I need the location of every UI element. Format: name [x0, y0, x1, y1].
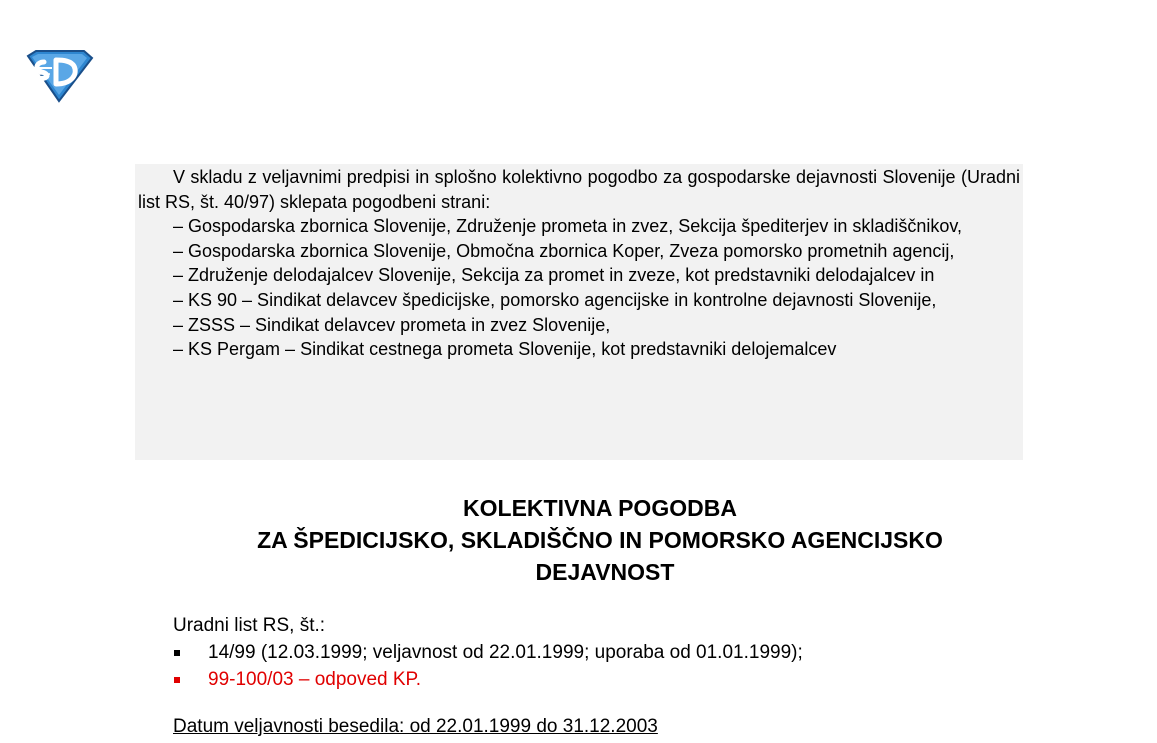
gazette-references: [173, 612, 1073, 693]
preamble-party-item: – KS 90 – Sindikat delavcev špedicijske, pomorsko agencijske in kontrolne dejavnosti Slovenije,: [173, 289, 937, 310]
gazette-list: [173, 639, 1073, 693]
preamble-block: [135, 164, 1023, 460]
preamble-party-item: – ZSSS – Sindikat delavcev prometa in zvez Slovenije,: [173, 314, 611, 335]
preamble-party-item: – KS Pergam – Sindikat cestnega prometa Slovenije, kot predstavniki delojemalcev: [173, 339, 837, 360]
gazette-list-item: [173, 639, 1073, 666]
sd-shield-logo-icon: [22, 48, 96, 104]
validity-date: Datum veljavnosti besedila: od 22.01.1999 do 31.12.2003: [173, 716, 658, 737]
gazette-item-text: 14/99 (12.03.1999; veljavnost od 22.01.1999; uporaba od 01.01.1999);: [208, 642, 803, 663]
title-line: KOLEKTIVNA POGODBA: [463, 495, 737, 521]
square-bullet-icon: [174, 650, 180, 656]
preamble-paragraph: V skladu z veljavnimi predpisi in splošno kolektivno pogodbo za gospodarske dejavnosti Slovenije (Uradni list RS, št. 40/97) sklepata pogodbeni strani:: [138, 167, 1020, 212]
square-bullet-icon: [174, 677, 180, 683]
preamble-party-item: – Gospodarska zbornica Slovenije, Območna zbornica Koper, Zveza pomorsko prometnih agencij,: [173, 240, 955, 261]
title-line: ZA ŠPEDICIJSKO, SKLADIŠČNO IN POMORSKO AGENCIJSKO: [257, 527, 943, 553]
document-title: [150, 492, 1050, 588]
gazette-list-item: [173, 666, 1073, 693]
preamble-party-item: – Gospodarska zbornica Slovenije, Združenje prometa in zvez, Sekcija špediterjev in skladiščnikov,: [173, 216, 963, 237]
gazette-heading: Uradni list RS, št.:: [173, 615, 326, 636]
title-line: DEJAVNOST: [535, 559, 675, 585]
gazette-item-text: 99-100/03 – odpoved KP.: [208, 669, 422, 690]
preamble-party-item: – Združenje delodajalcev Slovenije, Sekcija za promet in zveze, kot predstavniki delodajalcev in: [173, 265, 935, 286]
